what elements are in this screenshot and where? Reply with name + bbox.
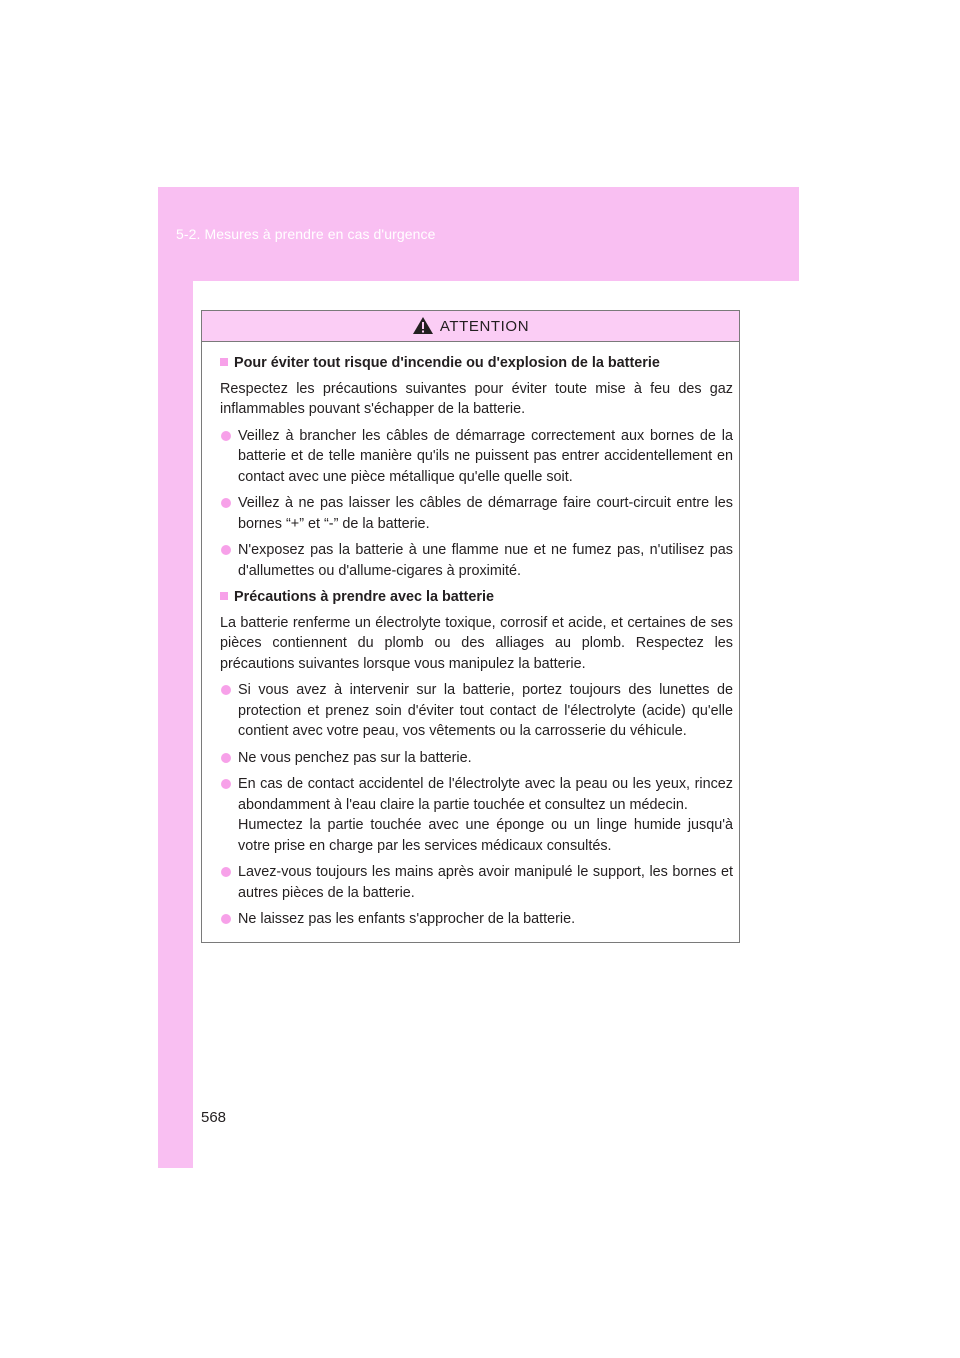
list-item: Veillez à brancher les câbles de démarrage correctement aux bornes de la batterie et de telle manière qu'ils ne puissent pas entrer accidentellement en contact avec une pièce métallique qu'elle quelle soit. [220, 426, 733, 488]
bullet-dot-icon [221, 545, 231, 555]
bullet-dot-icon [221, 685, 231, 695]
attention-body [202, 342, 739, 930]
section-intro: Respectez les précautions suivantes pour éviter toute mise à feu des gaz inflammables pouvant s'échapper de la batterie. [220, 380, 733, 417]
list-item: En cas de contact accidentel de l'électrolyte avec la peau ou les yeux, rincez abondamment à l'eau claire la partie touchée et consultez un médecin. Humectez la partie touchée avec une éponge ou un linge humide jusqu'à votre prise en charge par les services médicaux consultés. [220, 774, 733, 856]
section-title: 5-2. Mesures à prendre en cas d'urgence [176, 226, 436, 242]
bullet-dot-icon [221, 498, 231, 508]
section-heading: Pour éviter tout risque d'incendie ou d'explosion de la batterie [220, 353, 733, 374]
side-tab-strip [158, 281, 193, 1168]
list-item: N'exposez pas la batterie à une flamme nue et ne fumez pas, n'utilisez pas d'allumettes ou d'allume-cigares à proximité. [220, 540, 733, 581]
list-item: Veillez à ne pas laisser les câbles de démarrage faire court-circuit entre les bornes “+” et “-” de la batterie. [220, 493, 733, 534]
page-number: 568 [201, 1109, 227, 1126]
bullet-dot-icon [221, 431, 231, 441]
bullet-dot-icon [221, 867, 231, 877]
list-item: Ne vous penchez pas sur la batterie. [220, 748, 733, 769]
square-bullet-icon [220, 358, 228, 366]
list-item: Si vous avez à intervenir sur la batterie, portez toujours des lunettes de protection et prenez soin d'éviter tout contact de l'électrolyte (acide) qu'elle contient avec votre peau, vos vêtements ou la carrosserie du véhicule. [220, 680, 733, 742]
attention-title-bar [202, 311, 739, 342]
section-heading: Précautions à prendre avec la batterie [220, 587, 733, 608]
attention-title: ATTENTION [439, 317, 530, 335]
list-item-continuation: Humectez la partie touchée avec une éponge ou un linge humide jusqu'à votre prise en charge par les services médicaux consultés. [238, 817, 733, 854]
bullet-dot-icon [221, 779, 231, 789]
attention-box [201, 310, 740, 943]
bullet-dot-icon [221, 914, 231, 924]
list-item: Lavez-vous toujours les mains après avoir manipulé le support, les bornes et autres pièces de la batterie. [220, 862, 733, 903]
warning-triangle-icon [412, 316, 434, 335]
bullet-dot-icon [221, 753, 231, 763]
list-item: Ne laissez pas les enfants s'approcher de la batterie. [220, 909, 733, 930]
section-intro: La batterie renferme un électrolyte toxique, corrosif et acide, et certaines de ses pièces contiennent du plomb ou des alliages au plomb. Respectez les précautions suivantes lorsque vous manipulez la batterie. [220, 614, 733, 672]
square-bullet-icon [220, 592, 228, 600]
